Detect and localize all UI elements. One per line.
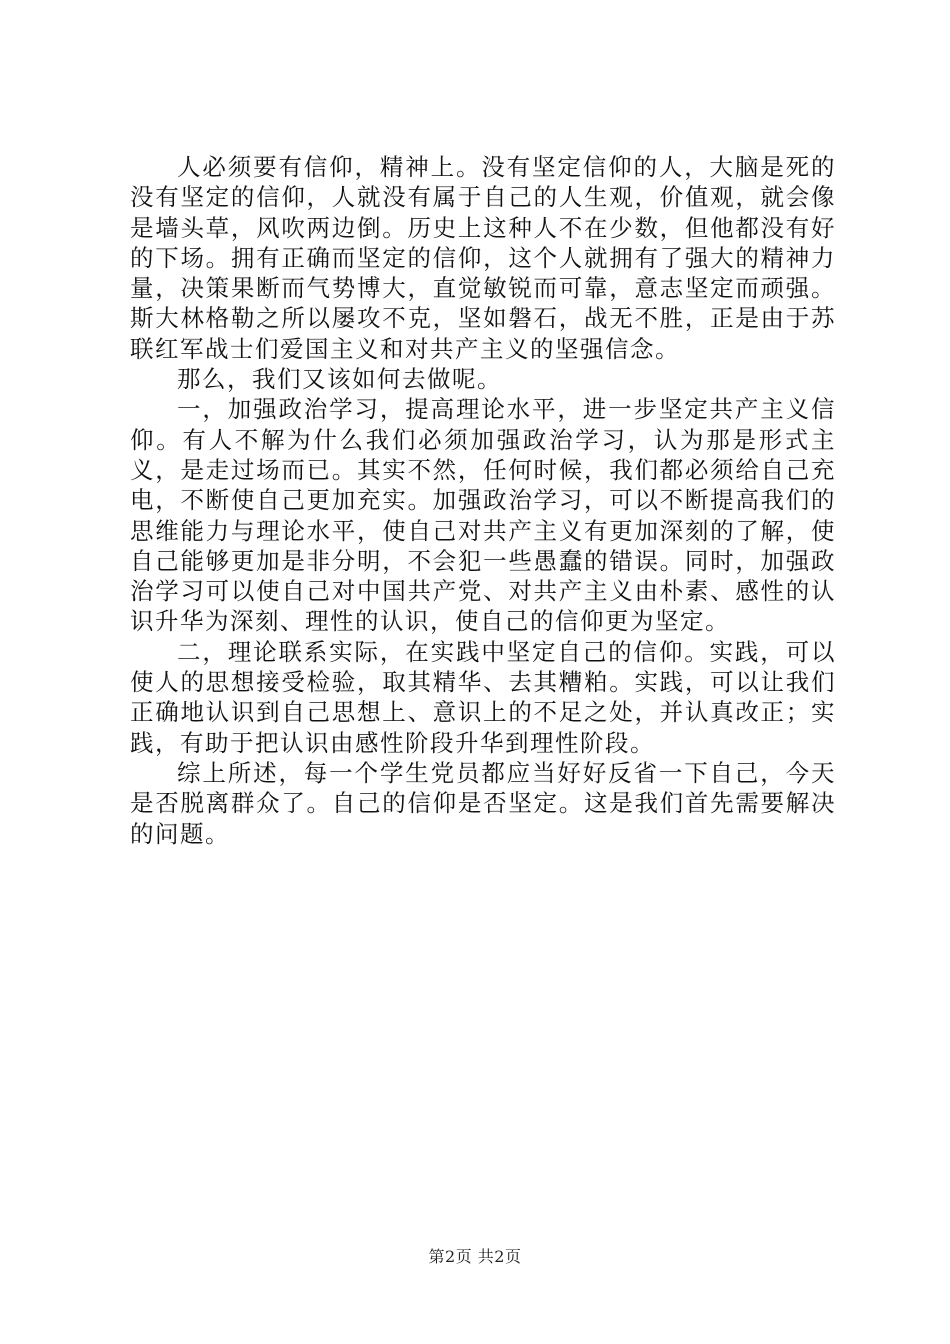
page-number-footer: 第2页 共2页	[428, 1247, 522, 1266]
paragraph-point-one: 一，加强政治学习，提高理论水平，进一步坚定共产主义信仰。有人不解为什么我们必须加强政治学习，认为那是形式主义，是走过场而已。其实不然，任何时候，我们都必须给自己充电，不断使自己更加充实。加强政治学习，可以不断提高我们的思维能力与理论水平，使自己对共产主义有更加深刻的了解，使自己能够更加是非分明，不会犯一些愚蠢的错误。同时，加强政治学习可以使自己对中国共产党、对共产主义由朴素、感性的认识升华为深刻、理性的认识，使自己的信仰更为坚定。	[130, 395, 836, 636]
paragraph-point-two: 二，理论联系实际，在实践中坚定自己的信仰。实践，可以使人的思想接受检验，取其精华、去其糟粕。实践，可以让我们正确地认识到自己思想上、意识上的不足之处，并认真改正；实践，有助于把认识由感性阶段升华到理性阶段。	[130, 637, 836, 757]
paragraph-question: 那么，我们又该如何去做呢。	[177, 365, 502, 394]
document-body	[130, 152, 836, 849]
paragraph-conclusion: 综上所述，每一个学生党员都应当好好反省一下自己，今天是否脱离群众了。自己的信仰是否坚定。这是我们首先需要解决的问题。	[130, 758, 836, 848]
paragraph-intro: 人必须要有信仰，精神上。没有坚定信仰的人，大脑是死的没有坚定的信仰，人就没有属于自己的人生观，价值观，就会像是墙头草，风吹两边倒。历史上这种人不在少数，但他都没有好的下场。拥有正确而坚定的信仰，这个人就拥有了强大的精神力量，决策果断而气势博大，直觉敏锐而可靠，意志坚定而顽强。斯大林格勒之所以屡攻不克，坚如磐石，战无不胜，正是由于苏联红军战士们爱国主义和对共产主义的坚强信念。	[130, 153, 836, 363]
